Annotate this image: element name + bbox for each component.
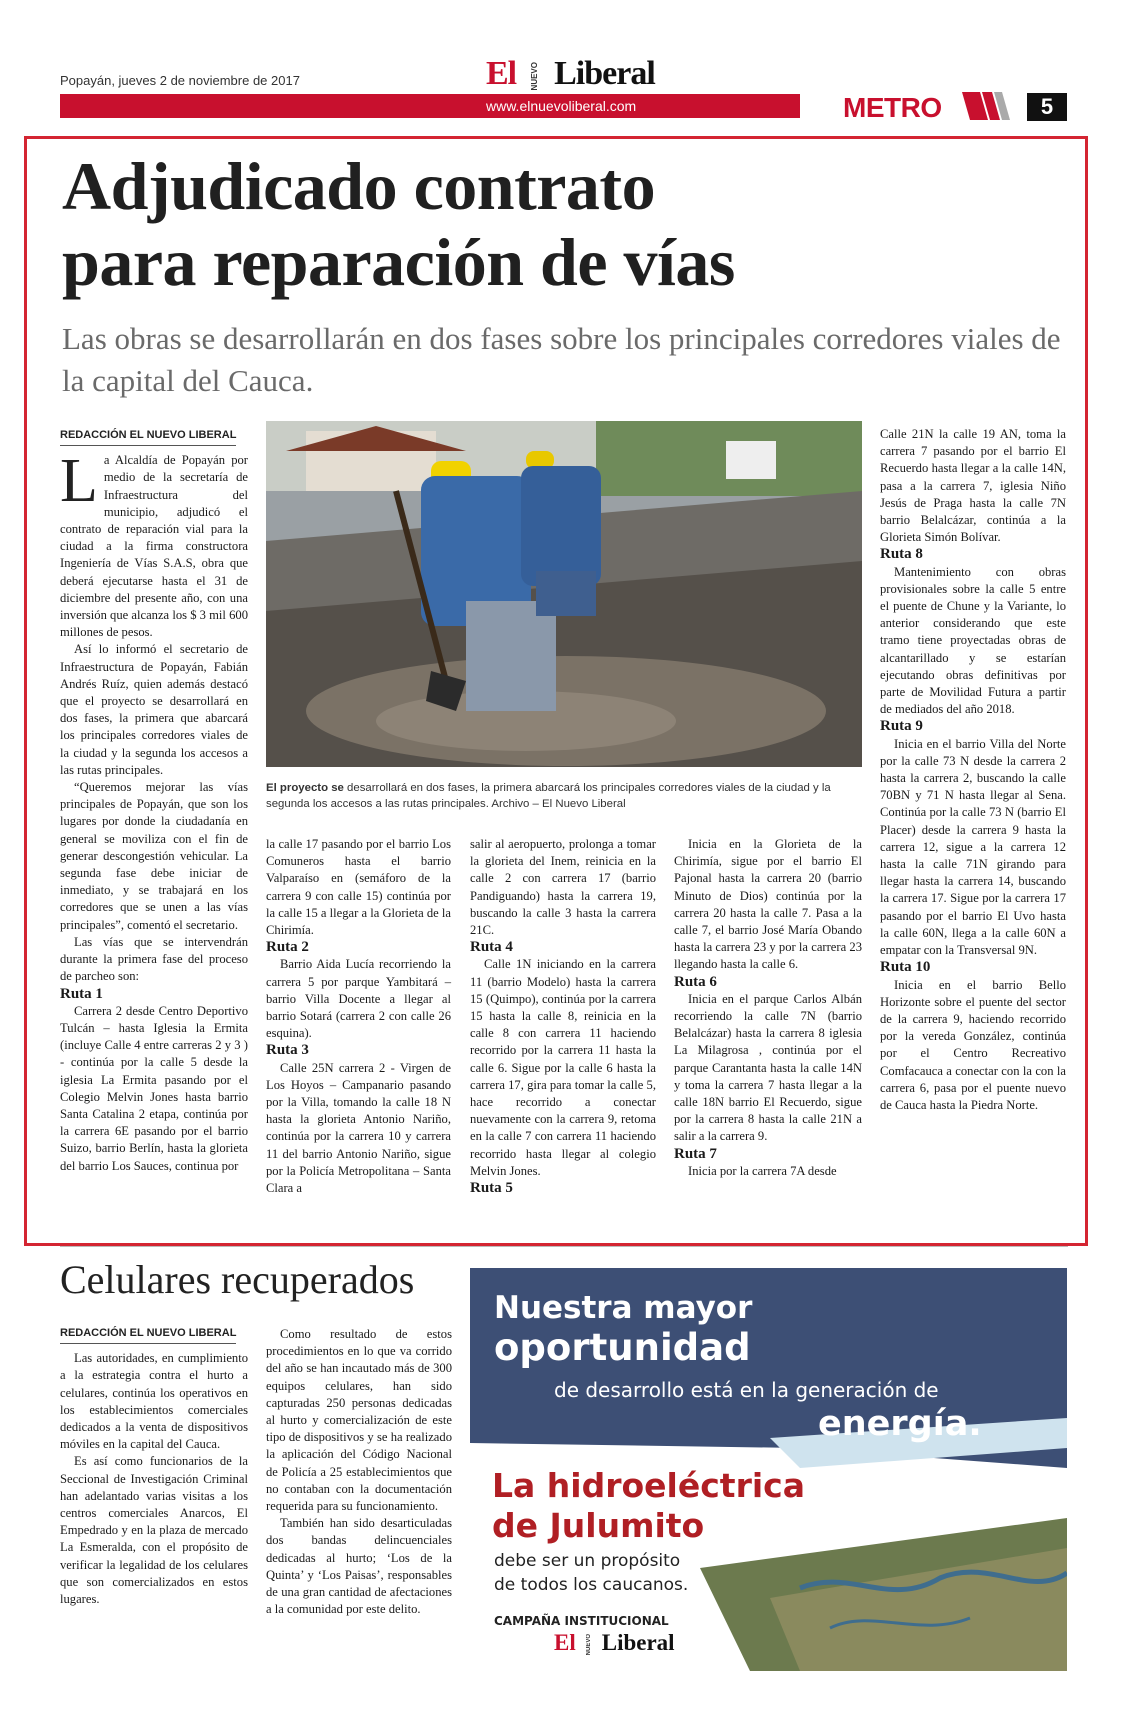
masthead-logo[interactable] — [486, 56, 655, 92]
website-link[interactable]: www.elnuevoliberal.com — [486, 98, 637, 114]
article-column-2 — [266, 836, 451, 1197]
ad-line-5: La hidroeléctrica — [492, 1466, 805, 1505]
paragraph: Como resultado de estos procedimientos en lo que va corrido del año se han incautado más de 300 equipos celulares, han sido capturadas 250 personas dedicadas al hurto y comercialización de este tipo de dispositivos y se ha realizado la aplicación del Código Nacional de Policía a 25 establecimientos que no contaban con la documentación requerida para su funcionamiento. — [266, 1327, 452, 1514]
route-heading: Ruta 8 — [880, 546, 923, 563]
paragraph: Inicia por la carrera 7A desde — [688, 1163, 837, 1178]
paragraph: Barrio Aida Lucía recorriendo la carrera 5 por parque Yambitará – barrio Villa Docente a llegar al barrio Sotará (carrera 2 con calle 26 esquina). — [266, 957, 451, 1041]
article2-column-2 — [266, 1326, 452, 1618]
dropcap: L — [60, 447, 98, 516]
dateline: Popayán, jueves 2 de noviembre de 2017 — [60, 73, 300, 88]
route-heading: Ruta 10 — [880, 959, 931, 976]
article-deck: Las obras se desarrollarán en dos fases sobre los principales corredores viales de la capital del Cauca. — [62, 321, 1061, 398]
article-column-3 — [470, 836, 656, 1197]
headline-line-2: para reparación de vías — [62, 224, 735, 300]
paragraph: También han sido desarticuladas dos bandas delincuenciales dedicadas al hurto; ‘Los de la Quinta’ y ‘Los Paisas’, responsables de una gran cantidad de afectaciones a la comunidad por este delito. — [266, 1516, 452, 1617]
paragraph: Calle 25N carrera 2 - Virgen de Los Hoyos – Campanario pasando por la Villa, tomando la calle 18 N hasta la glorieta Antonio Nariño, continúa por la carrera 10 y carrera 11 del barrio Antonio Nariño, sigue por la Policía Metropolitana – Santa Clara a — [266, 1060, 451, 1196]
ad-logo — [554, 1630, 675, 1656]
paragraph: Las autoridades, en cumplimiento a la estrategia contra el hurto a celulares, continúa los operativos en los establecimientos comerciales dedicados a la venta de dispositivos móviles en la capital del Cauca. — [60, 1351, 248, 1452]
advertisement[interactable] — [470, 1268, 1067, 1671]
route-heading: Ruta 9 — [880, 718, 923, 735]
photo-caption — [266, 780, 862, 812]
paragraph: Inicia en la Glorieta de la Chirimía, sigue por el barrio El Pajonal hasta la carrera 20 (barrio Minuto de Dios) continúa por la carrera 20 hasta la calle 7. Pasa a la calle 7, el barrio José María Obando hasta la carrera 23 y por la carrera 23 llegando hasta la calle 6. — [674, 837, 862, 972]
article-column-1 — [60, 426, 248, 1175]
logo-nuevo: NUEVO — [530, 61, 540, 91]
section-title: METRO — [843, 92, 942, 123]
ad-line-1: Nuestra mayor — [494, 1290, 753, 1326]
paragraph: Es así como funcionarios de la Seccional de Investigación Criminal han adelantado varias visitas a los centros comerciales Anarcos, El Empedrado y en la plaza de mercado La Esmeralda, con el propósito de verificar la legalidad de los celulares que son comercializados en estos lugares. — [60, 1454, 248, 1607]
paragraph: Carrera 2 desde Centro Deportivo Tulcán – hasta Iglesia la Ermita (incluye Calle 4 entre carreras 2 y 3 ) - continúa por la calle 5 desde la iglesia La Ermita pasando por el Colegio Melvin Jones hasta barrio Santa Catalina 2 etapa, continúa por la carrera 6E pasando por el barrio Suizo, barrio Berlín, hasta la glorieta del barrio Los Sauces, continua por — [60, 1003, 248, 1173]
paragraph: Mantenimiento con obras provisionales sobre la calle 5 entre el puente de Chune y la Variante, lo anterior considerando que este tramo tiene proyectadas obras de alcantarillado y se estarían ejecutando obras definitivas por parte de Movilidad Futura a partir de mediados del año 2018. — [880, 564, 1066, 717]
ad-logo-el: El — [554, 1630, 576, 1655]
header-stripes-icon — [962, 92, 1012, 120]
header-red-bar — [60, 94, 800, 118]
ad-line-2: oportunidad — [494, 1326, 751, 1369]
ad-line-4: energía. — [818, 1404, 982, 1444]
article2-column-1 — [60, 1324, 248, 1608]
ad-logo-liberal: Liberal — [601, 1630, 675, 1655]
route-heading: Ruta 7 — [674, 1145, 717, 1162]
paragraph: Así lo informó el secretario de Infraestructura de Popayán, Fabián Andrés Ruíz, quien además destacó que el proyecto se desarrollará en dos fases, la primera que abarcará los principales corredores viales de la ciudad y la segunda los accesos a las rutas principales. — [60, 642, 248, 777]
article-column-4 — [674, 836, 862, 1180]
paragraph: Inicia en el parque Carlos Albán recorriendo la calle 7N (barrio Belalcázar) hasta la carrera 8 iglesia La Milagrosa , continúa por el parque Carantanta hasta la calle 14N y toma la carrera 7 hasta llegar a la calle 18N barrio El Recuerdo, sigue por la carrera 8 hasta la calle 21N a salir a la carrera 9. — [674, 991, 862, 1144]
article2-headline: Celulares recuperados — [60, 1257, 415, 1302]
paragraph: La Alcaldía de Popayán por medio de la secretaría de Infraestructura del municipio, adjudicó el contrato de reparación vial para la ciudad a la firma constructora Ingeniería de Vías S.A.S, obra que deberá ejecutarse hasta el 31 de diciembre del presente año, con una inversión que alcanza los $ 3 mil 600 millones de pesos. — [60, 447, 248, 640]
route-heading: Ruta 2 — [266, 939, 309, 956]
ad-line-6: de Julumito — [492, 1506, 705, 1545]
paragraph: Calle 1N iniciando en la carrera 11 (barrio Modelo) hasta la carrera 15 (Quimpo), continúa por la carrera 15 hasta la calle 8, reinicia en la calle 8 con carrera 11 haciendo recorrido por la carrera 11 hasta la calle 6. Sigue por la calle 6 hasta la carrera 17, gira para tomar la calle 5, hace recorrido a conectar nuevamente con la carrera 9, retoma en la calle 7 con carrera 11 haciendo recorrido hasta llegar al colegio Melvin Jones. — [470, 957, 656, 1178]
ad-logo-nuevo: NUEVO — [585, 1634, 592, 1656]
paragraph: Inicia en el barrio Bello Horizonte sobre el puente del sector de la carrera 9, haciendo recorrido por la vereda González, continúa por el Centro Recreativo Comfacauca a conectar con la con la carrera 6, pasa por el puente nuevo de Cauca hasta la Piedra Norte. — [880, 977, 1066, 1112]
route-heading: Ruta 4 — [470, 939, 513, 956]
ad-line-7: debe ser un propósito — [494, 1551, 681, 1571]
caption-text: desarrollará en dos fases, la primera abarcará los principales corredores viales de la ciudad y la segunda los accesos a las rutas principales. Archivo – El Nuevo Liberal — [266, 782, 831, 810]
article-headline — [62, 148, 1062, 300]
article2-byline: REDACCIÓN EL NUEVO LIBERAL — [60, 1325, 236, 1344]
article-byline: REDACCIÓN EL NUEVO LIBERAL — [60, 427, 236, 446]
ad-campaign: CAMPAÑA INSTITUCIONAL — [494, 1614, 669, 1628]
paragraph: Las vías que se intervendrán durante la primera fase del proceso de parcheo son: — [60, 934, 248, 984]
paragraph: salir al aeropuerto, prolonga a tomar la glorieta del Inem, reinicia en la calle 2 con carrera 17 (barrio Pandiguando) hasta la carrera 19, buscando la calle 3 hasta la carrera 21C. — [470, 837, 656, 938]
page-number: 5 — [1027, 93, 1067, 121]
route-heading: Ruta 6 — [674, 973, 717, 990]
article-photo — [266, 421, 862, 767]
caption-lead: El proyecto se — [266, 782, 344, 794]
logo-liberal: Liberal — [554, 55, 655, 92]
article-column-5 — [880, 426, 1066, 1114]
headline-line-1: Adjudicado contrato — [62, 148, 656, 224]
ad-line-8: de todos los caucanos. — [494, 1575, 689, 1595]
paragraph: Calle 21N la calle 19 AN, toma la carrera 7 pasando por el barrio El Recuerdo hasta llegar a la calle 14N, pasa a la carrera 7, iglesia Niño Jesús de Praga hasta la calle 7N barrio Belalcázar, continúa a la Glorieta Simón Bolívar. — [880, 427, 1066, 545]
paragraph: Inicia en el barrio Villa del Norte por la calle 73 N desde la carrera 2 hasta la carrera 2, buscando la calle 70BN y 71 N hasta llegar al Sena. Continúa por la calle 73 N (barrio El Placer) desde la carrera 9 hasta la carrera 12, sigue a la carrera 12 hasta la calle 71N girando para llegar hasta la carrera 14, buscando la carrera 17. Sigue por la carrera 17 pasando por el barrio El Uvo hasta la calle 60N, llega a la calle 60N a empatar con la Transversal 9N. — [880, 736, 1066, 958]
section-divider — [60, 1246, 1068, 1247]
route-heading: Ruta 5 — [470, 1180, 513, 1197]
route-heading: Ruta 3 — [266, 1042, 309, 1059]
paragraph: la calle 17 pasando por el barrio Los Comuneros hasta el barrio Valparaíso en (semáforo de la carrera 9 con calle 15) continúa por la calle 15 a llegar a la Glorieta de la Chirimía. — [266, 837, 451, 938]
route-heading: Ruta 1 — [60, 985, 103, 1002]
paragraph: “Queremos mejorar las vías principales de Popayán, que son los lugares por donde la ciudadanía en general se moviliza con el fin de generar descongestión vehicular. La segunda fase debe iniciar de inmediato, y se trabajará en los corredores que se unen a las vías principales”, comentó el secretario. — [60, 780, 248, 932]
ad-line-3: de desarrollo está en la generación de — [554, 1378, 939, 1402]
logo-el: El — [486, 55, 517, 92]
